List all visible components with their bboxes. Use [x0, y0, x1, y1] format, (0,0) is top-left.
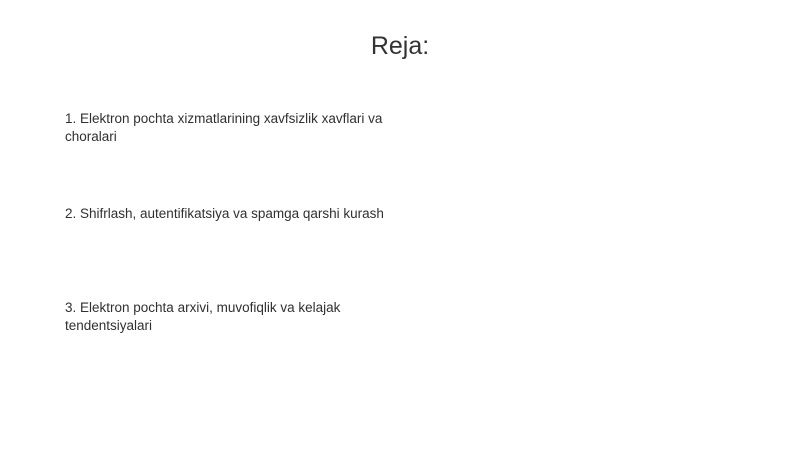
agenda-item-1: 1. Elektron pochta xizmatlarining xavfsizlik xavflari va choralari	[65, 111, 383, 144]
agenda-item-3: 3. Elektron pochta arxivi, muvofiqlik va kelajak tendentsiyalari	[65, 300, 341, 333]
slide-title: Reja:	[370, 32, 430, 60]
agenda-item-2: 2. Shifrlash, autentifikatsiya va spamga qarshi kurash	[65, 206, 384, 221]
